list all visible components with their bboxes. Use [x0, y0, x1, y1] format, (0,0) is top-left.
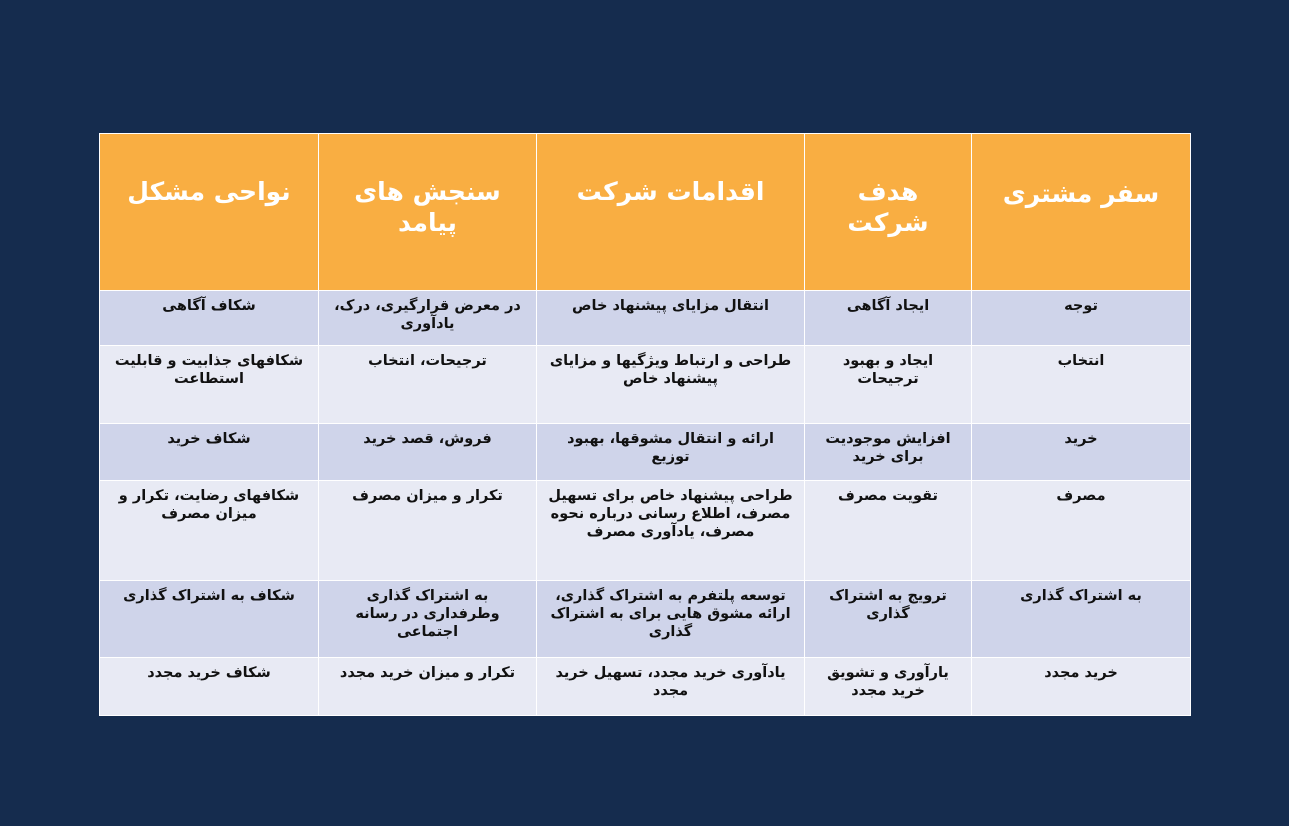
cell-gaps: شکاف به اشتراک گذاری: [100, 581, 319, 658]
cell-metrics: ترجیحات، انتخاب: [319, 346, 537, 424]
cell-gaps: شکاف آگاهی: [100, 291, 319, 346]
header-customer-journey: سفر مشتری: [972, 134, 1191, 291]
cell-journey: خرید: [972, 424, 1191, 481]
cell-actions: انتقال مزایای پیشنهاد خاص: [537, 291, 805, 346]
cell-actions: طراحی پیشنهاد خاص برای تسهیل مصرف، اطلاع رسانی درباره نحوه مصرف، یادآوری مصرف: [537, 481, 805, 581]
cell-journey: انتخاب: [972, 346, 1191, 424]
header-outcome-metrics: سنجش های پیامد: [319, 134, 537, 291]
cell-journey: توجه: [972, 291, 1191, 346]
cell-metrics: به اشتراک گذاری وطرفداری در رسانه اجتماعی: [319, 581, 537, 658]
cell-goal: ایجاد آگاهی: [805, 291, 972, 346]
cell-journey: خرید مجدد: [972, 658, 1191, 716]
cell-gaps: شکافهای جذابیت و قابلیت استطاعت: [100, 346, 319, 424]
cell-actions: طراحی و ارتباط ویژگیها و مزایای پیشنهاد خاص: [537, 346, 805, 424]
cell-gaps: شکاف خرید: [100, 424, 319, 481]
customer-journey-table: [99, 133, 1191, 716]
cell-actions: یادآوری خرید مجدد، تسهیل خرید مجدد: [537, 658, 805, 716]
customer-journey-table-container: [99, 133, 1190, 715]
cell-goal: ایجاد و بهبود ترجیحات: [805, 346, 972, 424]
cell-actions: توسعه پلتفرم به اشتراک گذاری، ارائه مشوق هایی برای به اشتراک گذاری: [537, 581, 805, 658]
table-header-row: [100, 134, 1191, 291]
cell-journey: به اشتراک گذاری: [972, 581, 1191, 658]
table-row: [100, 346, 1191, 424]
header-problem-areas: نواحی مشکل: [100, 134, 319, 291]
header-company-goal: هدف شرکت: [805, 134, 972, 291]
cell-gaps: شکافهای رضایت، تکرار و میزان مصرف: [100, 481, 319, 581]
table-row: [100, 291, 1191, 346]
cell-actions: ارائه و انتقال مشوقها، بهبود توزیع: [537, 424, 805, 481]
cell-metrics: در معرض قرارگیری، درک، یادآوری: [319, 291, 537, 346]
header-company-actions: اقدامات شرکت: [537, 134, 805, 291]
cell-journey: مصرف: [972, 481, 1191, 581]
cell-goal: ترویج به اشتراک گذاری: [805, 581, 972, 658]
cell-goal: افزایش موجودیت برای خرید: [805, 424, 972, 481]
cell-metrics: فروش، قصد خرید: [319, 424, 537, 481]
cell-metrics: تکرار و میزان مصرف: [319, 481, 537, 581]
table-row: [100, 481, 1191, 581]
table-row: [100, 424, 1191, 481]
cell-goal: تقویت مصرف: [805, 481, 972, 581]
table-row: [100, 581, 1191, 658]
cell-metrics: تکرار و میزان خرید مجدد: [319, 658, 537, 716]
cell-gaps: شکاف خرید مجدد: [100, 658, 319, 716]
cell-goal: یارآوری و تشویق خرید مجدد: [805, 658, 972, 716]
table-row: [100, 658, 1191, 716]
